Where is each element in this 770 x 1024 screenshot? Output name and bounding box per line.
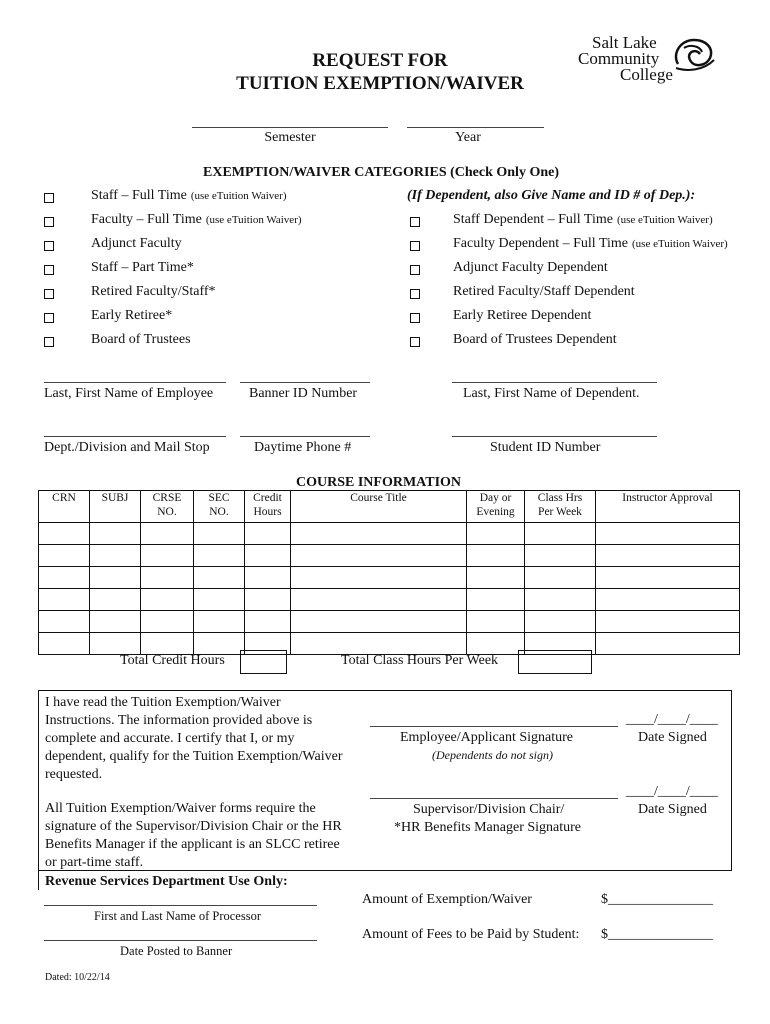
logo-line2: Community xyxy=(578,49,660,68)
logo-line1: Salt Lake xyxy=(592,33,657,52)
course-cell[interactable] xyxy=(525,567,596,589)
col-header-line2: Evening xyxy=(476,506,515,518)
course-cell[interactable] xyxy=(245,545,291,567)
employee-category-label: Staff – Full Time xyxy=(91,188,187,203)
employee-category-note: (use eTuition Waiver) xyxy=(190,190,287,202)
employee-checkbox-6[interactable] xyxy=(44,337,54,347)
date-posted-line[interactable] xyxy=(44,940,317,941)
employee-category-2 xyxy=(91,236,186,252)
course-cell[interactable] xyxy=(90,611,141,633)
employee-signature-line[interactable] xyxy=(370,726,618,727)
col-header-line1: Class Hrs xyxy=(537,492,583,504)
semester-line[interactable] xyxy=(192,127,388,128)
course-cell[interactable] xyxy=(596,545,740,567)
employee-category-5 xyxy=(91,308,176,324)
dependents-note: (Dependents do not sign) xyxy=(432,748,553,762)
col-header-line2: Per Week xyxy=(538,506,582,518)
course-cell[interactable] xyxy=(90,545,141,567)
employee-category-6 xyxy=(91,332,195,348)
form-title-line2: TUITION EXEMPTION/WAIVER xyxy=(236,73,524,94)
employee-checkbox-1[interactable] xyxy=(44,217,54,227)
table-row xyxy=(39,633,740,655)
dependent-name-label: Last, First Name of Dependent. xyxy=(463,386,640,401)
table-row xyxy=(39,567,740,589)
course-cell[interactable] xyxy=(141,567,194,589)
date-posted-label: Date Posted to Banner xyxy=(120,944,233,958)
revenue-heading: Revenue Services Department Use Only: xyxy=(45,874,288,889)
course-cell[interactable] xyxy=(141,611,194,633)
course-col-header-6 xyxy=(467,491,525,523)
amount-exemption-field[interactable]: $_______________ xyxy=(601,892,713,907)
dependent-category-5 xyxy=(453,332,621,348)
course-cell[interactable] xyxy=(596,633,740,655)
employee-checkbox-0[interactable] xyxy=(44,193,54,203)
dependent-category-2 xyxy=(453,260,612,276)
col-header-line1: CRN xyxy=(52,492,76,504)
course-header-row xyxy=(39,491,740,523)
banner-id-line[interactable] xyxy=(240,382,370,383)
course-col-header-5 xyxy=(291,491,467,523)
employee-category-label: Retired Faculty/Staff* xyxy=(91,284,216,299)
section-divider xyxy=(38,690,732,691)
course-col-header-0 xyxy=(39,491,90,523)
course-cell[interactable] xyxy=(194,567,245,589)
employee-category-label: Adjunct Faculty xyxy=(91,236,182,251)
col-header-line2: NO. xyxy=(209,506,229,518)
course-cell[interactable] xyxy=(90,567,141,589)
logo-swirl-icon xyxy=(670,34,718,74)
course-cell[interactable] xyxy=(141,589,194,611)
total-class-box[interactable] xyxy=(518,650,592,674)
dependent-checkbox-3[interactable] xyxy=(410,289,420,299)
categories-heading: EXEMPTION/WAIVER CATEGORIES (Check Only One) xyxy=(203,165,560,180)
course-cell[interactable] xyxy=(467,567,525,589)
course-cell[interactable] xyxy=(245,523,291,545)
course-cell[interactable] xyxy=(39,611,90,633)
course-cell[interactable] xyxy=(596,589,740,611)
course-cell[interactable] xyxy=(596,523,740,545)
dated-footer: Dated: 10/22/14 xyxy=(45,972,110,983)
course-col-header-1 xyxy=(90,491,141,523)
total-class-label: Total Class Hours Per Week xyxy=(341,653,499,668)
dependent-checkbox-2[interactable] xyxy=(410,265,420,275)
dependent-category-label: Faculty Dependent – Full Time xyxy=(453,236,628,251)
course-cell[interactable] xyxy=(291,567,467,589)
col-header-line1: SEC xyxy=(208,492,230,504)
course-cell[interactable] xyxy=(90,633,141,655)
banner-id-label: Banner ID Number xyxy=(249,386,358,401)
course-cell[interactable] xyxy=(194,589,245,611)
amount-fees-label: Amount of Fees to be Paid by Student: xyxy=(362,927,580,942)
supervisor-signature-line[interactable] xyxy=(370,798,618,799)
amount-exemption-label: Amount of Exemption/Waiver xyxy=(362,892,532,907)
date-signed-blank-1[interactable]: ____/____/____ xyxy=(626,712,718,727)
dependent-category-4 xyxy=(453,308,595,324)
dependent-name-line[interactable] xyxy=(452,382,657,383)
course-cell[interactable] xyxy=(194,545,245,567)
course-cell[interactable] xyxy=(525,589,596,611)
employee-name-label: Last, First Name of Employee xyxy=(44,386,214,401)
col-header-line1: Instructor Approval xyxy=(622,492,713,504)
course-heading: COURSE INFORMATION xyxy=(296,475,462,490)
col-header-line1: Credit xyxy=(253,492,282,504)
daytime-phone-line[interactable] xyxy=(240,436,370,437)
dependent-category-label: Adjunct Faculty Dependent xyxy=(453,260,608,275)
course-cell[interactable] xyxy=(194,611,245,633)
course-cell[interactable] xyxy=(525,523,596,545)
course-cell[interactable] xyxy=(39,633,90,655)
course-cell[interactable] xyxy=(39,567,90,589)
dependent-checkbox-1[interactable] xyxy=(410,241,420,251)
course-cell[interactable] xyxy=(194,523,245,545)
dependent-checkbox-5[interactable] xyxy=(410,337,420,347)
dependent-checkbox-4[interactable] xyxy=(410,313,420,323)
course-cell[interactable] xyxy=(90,589,141,611)
employee-category-1 xyxy=(91,212,302,228)
course-cell[interactable] xyxy=(467,611,525,633)
employee-signature-label: Employee/Applicant Signature xyxy=(400,730,574,745)
course-cell[interactable] xyxy=(291,611,467,633)
employee-category-label: Board of Trustees xyxy=(91,332,191,347)
dependent-category-label: Staff Dependent – Full Time xyxy=(453,212,613,227)
course-cell[interactable] xyxy=(90,523,141,545)
date-signed-blank-2[interactable]: ____/____/____ xyxy=(626,784,718,799)
course-col-header-3 xyxy=(194,491,245,523)
dept-mail-line[interactable] xyxy=(44,436,226,437)
course-cell[interactable] xyxy=(245,589,291,611)
employee-checkbox-4[interactable] xyxy=(44,289,54,299)
dept-mail-label: Dept./Division and Mail Stop xyxy=(44,440,210,455)
employee-category-label: Staff – Part Time* xyxy=(91,260,194,275)
course-cell[interactable] xyxy=(291,523,467,545)
table-row xyxy=(39,545,740,567)
dependent-category-label: Retired Faculty/Staff Dependent xyxy=(453,284,635,299)
course-cell[interactable] xyxy=(525,611,596,633)
employee-category-note: (use eTuition Waiver) xyxy=(205,214,302,226)
course-cell[interactable] xyxy=(525,545,596,567)
course-cell[interactable] xyxy=(596,611,740,633)
dependent-category-label: Early Retiree Dependent xyxy=(453,308,592,323)
course-cell[interactable] xyxy=(291,589,467,611)
dependent-category-1 xyxy=(453,236,728,252)
course-cell[interactable] xyxy=(291,545,467,567)
col-header-line2: NO. xyxy=(157,506,177,518)
total-credit-box[interactable] xyxy=(240,650,287,674)
year-line[interactable] xyxy=(407,127,544,128)
section-right-border xyxy=(731,690,732,870)
course-col-header-8 xyxy=(596,491,740,523)
dependent-category-note: (use eTuition Waiver) xyxy=(632,238,728,250)
employee-checkbox-2[interactable] xyxy=(44,241,54,251)
employee-category-3 xyxy=(91,260,198,276)
total-credit-label: Total Credit Hours xyxy=(120,653,225,668)
table-row xyxy=(39,523,740,545)
course-cell[interactable] xyxy=(467,633,525,655)
table-row xyxy=(39,589,740,611)
col-header-line1: Day or xyxy=(479,492,512,504)
course-cell[interactable] xyxy=(467,545,525,567)
logo-line3: College xyxy=(620,65,673,84)
course-cell[interactable] xyxy=(141,545,194,567)
processor-line[interactable] xyxy=(44,905,317,906)
dependent-note: (If Dependent, also Give Name and ID # of Dep.): xyxy=(407,188,696,203)
semester-label: Semester xyxy=(264,130,316,145)
supervisor-signature-label-2: *HR Benefits Manager Signature xyxy=(394,820,582,835)
employee-category-label: Faculty – Full Time xyxy=(91,212,202,227)
dependent-category-0 xyxy=(453,212,713,228)
daytime-phone-label: Daytime Phone # xyxy=(254,440,352,455)
supervisor-signature-label-1: Supervisor/Division Chair/ xyxy=(413,802,565,817)
course-cell[interactable] xyxy=(39,523,90,545)
course-cell[interactable] xyxy=(467,589,525,611)
course-col-header-2 xyxy=(141,491,194,523)
section-left-border xyxy=(38,690,39,890)
year-label: Year xyxy=(455,130,481,145)
supervisor-text: All Tuition Exemption/Waiver forms require the signature of the Supervisor/Division Chair or the HR Benefits Manager if the applicant is an SLCC retiree or part-time staff. xyxy=(45,801,342,870)
employee-checkbox-5[interactable] xyxy=(44,313,54,323)
form-title-line1: REQUEST FOR xyxy=(312,50,448,71)
college-logo xyxy=(572,30,722,90)
date-signed-label-1: Date Signed xyxy=(638,730,707,745)
course-cell[interactable] xyxy=(596,567,740,589)
course-cell[interactable] xyxy=(39,545,90,567)
course-cell[interactable] xyxy=(245,567,291,589)
col-header-line1: CRSE xyxy=(152,492,182,504)
dependent-checkbox-0[interactable] xyxy=(410,217,420,227)
col-header-line1: Course Title xyxy=(350,492,407,504)
dependent-category-label: Board of Trustees Dependent xyxy=(453,332,617,347)
employee-category-0 xyxy=(91,188,287,204)
employee-category-4 xyxy=(91,284,220,300)
course-table xyxy=(38,490,740,655)
col-header-line1: SUBJ xyxy=(101,492,129,504)
course-cell[interactable] xyxy=(467,523,525,545)
course-cell[interactable] xyxy=(194,633,245,655)
course-cell[interactable] xyxy=(291,633,467,655)
course-col-header-7 xyxy=(525,491,596,523)
dependent-category-3 xyxy=(453,284,639,300)
col-header-line2: Hours xyxy=(253,506,282,518)
course-cell[interactable] xyxy=(141,523,194,545)
employee-checkbox-3[interactable] xyxy=(44,265,54,275)
certification-text: I have read the Tuition Exemption/Waiver Instructions. The information provided above is complete and accurate. I certify that I, or my dependent, qualify for the Tuition Exemption/Waiver requested. xyxy=(45,695,343,782)
employee-category-label: Early Retiree* xyxy=(91,308,173,323)
student-id-label: Student ID Number xyxy=(490,440,601,455)
course-col-header-4 xyxy=(245,491,291,523)
course-cell[interactable] xyxy=(39,589,90,611)
employee-name-line[interactable] xyxy=(44,382,226,383)
student-id-line[interactable] xyxy=(452,436,657,437)
dependent-category-note: (use eTuition Waiver) xyxy=(616,214,713,226)
processor-label: First and Last Name of Processor xyxy=(94,909,261,923)
course-cell[interactable] xyxy=(141,633,194,655)
date-signed-label-2: Date Signed xyxy=(638,802,707,817)
table-row xyxy=(39,611,740,633)
amount-fees-field[interactable]: $_______________ xyxy=(601,927,713,942)
course-cell[interactable] xyxy=(245,611,291,633)
